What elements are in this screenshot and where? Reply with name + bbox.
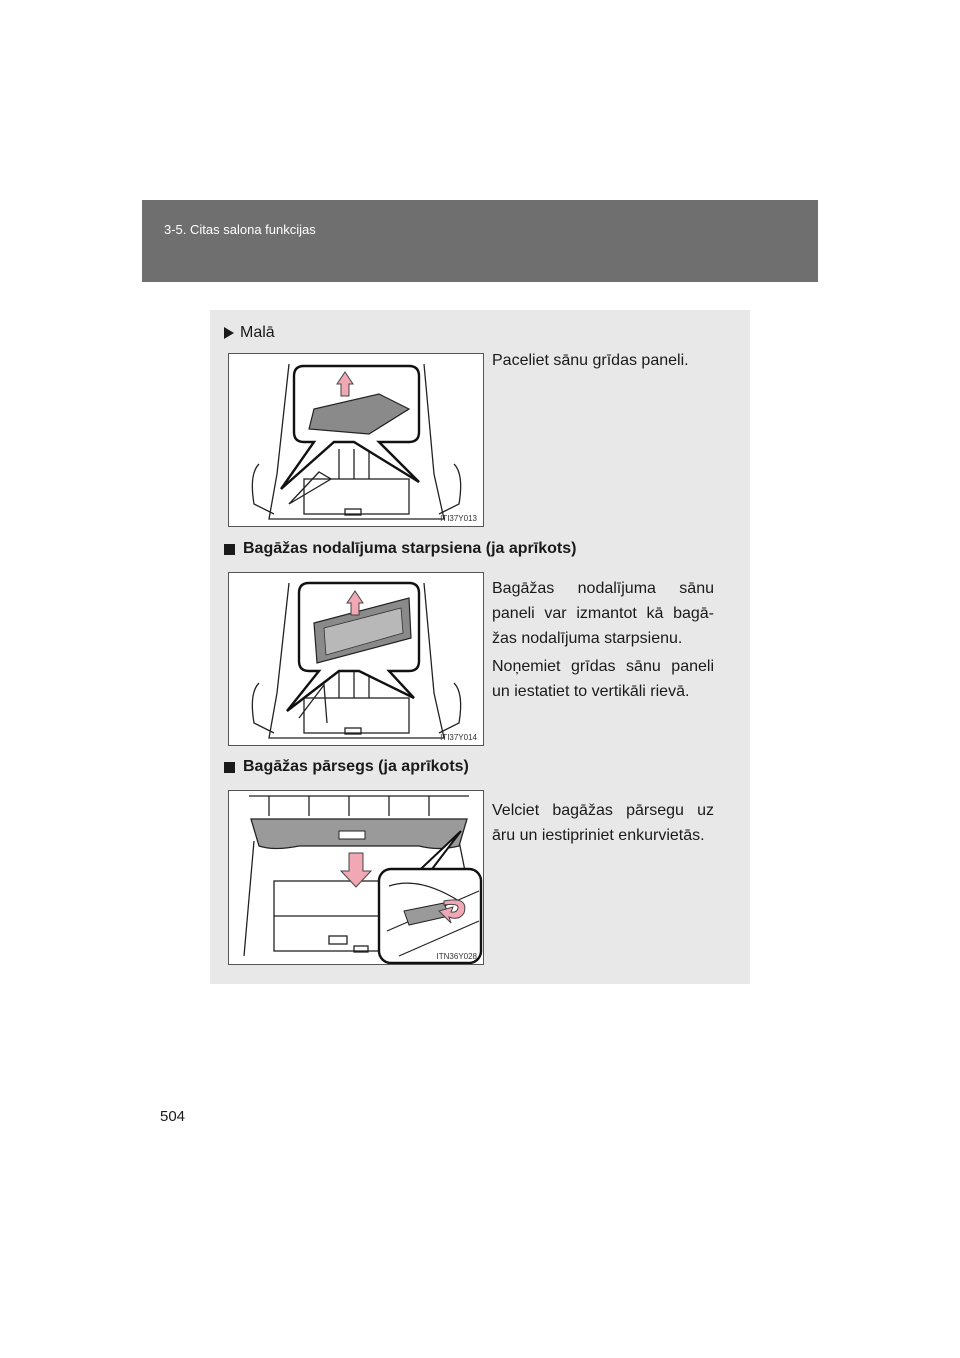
cargo-divider-illustration — [229, 573, 483, 745]
section-title: 3-5. Citas salona funkcijas — [164, 222, 316, 237]
header-band — [142, 200, 818, 282]
pull-down-arrow-icon — [341, 853, 371, 887]
divider-text-2: Noņemiet grīdas sānu paneli un iestatiet to vertikāli rievā. — [492, 658, 714, 700]
content-box — [210, 310, 750, 984]
triangle-bullet-icon — [224, 327, 234, 339]
divider-figure — [228, 572, 484, 746]
cargo-side-panel-illustration — [229, 354, 483, 526]
figure-code: ITI37Y014 — [440, 733, 477, 742]
divider-text-1: Bagāžas nodalījuma sānu paneli var izmantot kā bagā-žas nodalījuma starpsienu. — [492, 580, 714, 647]
cover-instruction: Velciet bagāžas pārsegu uz āru un iestipriniet enkurvietās. — [492, 802, 714, 844]
side-title: Malā — [240, 324, 275, 341]
divider-title: Bagāžas nodalījuma starpsiena (ja aprīkots) — [243, 540, 577, 557]
side-panel-figure — [228, 353, 484, 527]
cover-title: Bagāžas pārsegs (ja aprīkots) — [243, 758, 469, 775]
cover-figure — [228, 790, 484, 965]
figure-code: ITI37Y013 — [440, 514, 477, 523]
figure-code: ITN36Y028 — [436, 952, 477, 961]
page-number: 504 — [160, 1108, 186, 1125]
square-bullet-icon — [224, 544, 235, 555]
divider-heading — [224, 540, 576, 558]
cover-heading — [224, 758, 469, 776]
square-bullet-icon — [224, 762, 235, 773]
tonneau-cover-illustration — [229, 791, 483, 964]
side-subheading — [224, 324, 275, 342]
side-instruction: Paceliet sānu grīdas paneli. — [492, 352, 689, 369]
